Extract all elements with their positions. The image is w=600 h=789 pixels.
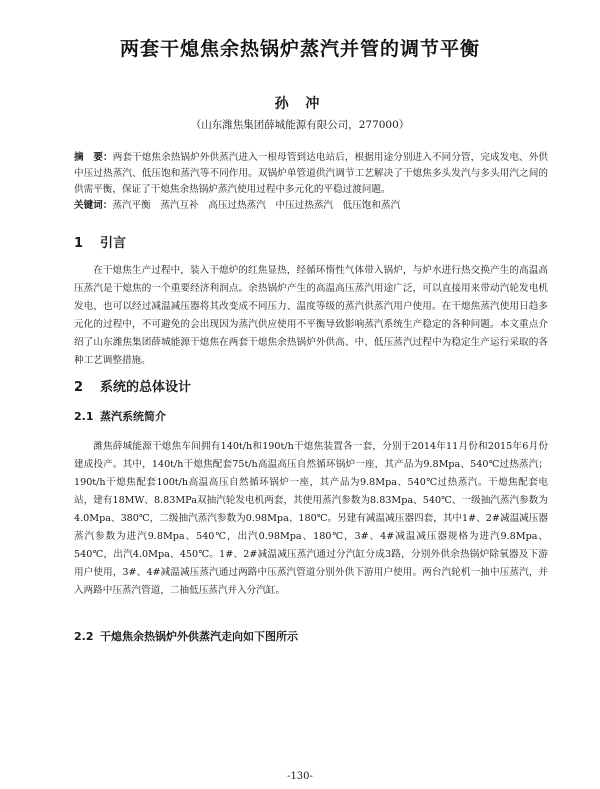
keywords (74, 198, 548, 214)
abstract (74, 150, 548, 198)
author-name: 孙 冲 (274, 96, 326, 112)
section-1-title: 引言 (100, 236, 127, 251)
section-2-1-heading (74, 408, 166, 424)
section-2-2-number: 2.2 (74, 630, 94, 643)
section-2-1-title: 蒸汽系统简介 (100, 410, 166, 423)
paper-title: 两套干熄焦余热锅炉蒸汽并管的调节平衡 (119, 38, 480, 60)
abstract-label: 摘 要： (74, 152, 113, 163)
section-2-2-heading (74, 628, 298, 644)
section-2-2-title: 干熄焦余热锅炉外供蒸汽走向如下图所示 (100, 630, 298, 643)
section-2-title: 系统的总体设计 (100, 380, 192, 395)
abstract-text: 两套干熄焦余热锅炉外供蒸汽进入一根母管到达电站后，根据用途分别进入不同分管，完成发电、外供中压过热蒸汽、低压饱和蒸汽等不同作用。双锅炉单管道供汽调节工艺解决了干熄焦多头发汽与多头用汽之间的供需平衡，保证了干熄焦余热锅炉蒸汽使用过程中多元化的平稳过渡问题。 (74, 152, 549, 195)
section-1-number: 1 (74, 236, 84, 251)
keywords-label: 关键词： (74, 200, 113, 211)
section-1-heading (74, 232, 126, 251)
author-affiliation: （山东潍焦集团薛城能源有限公司，277000） (190, 119, 410, 131)
section-2-1-paragraph: 潍焦薛城能源干熄焦车间拥有140t/h和190t/h干熄焦装置各一套，分别于2014年11月份和2015年6月份建成投产。其中，140t/h干熄焦配套75t/h高温高压自然循环锅炉一座，其产品为9.8Mpa、540℃过热蒸汽；190t/h干熄焦配套100t/h高温高压自然循环锅炉一座，其产品为9.8Mpa、540℃过热蒸汽。干熄焦配套电站，建有18MW、8.83MPa双抽汽轮发电机两套，其使用蒸汽参数为8.83Mpa、540℃、一级抽汽蒸汽参数为4.0Mpa、380℃，二级抽汽蒸汽参数为0.98Mpa、180℃。另建有减温减压器四套，其中1#、2#减温减压器蒸汽参数为进汽9.8Mpa、540℃，出汽0.98Mpa、180℃，3#、4#减温减压器规格为进汽9.8Mpa、540℃，出汽4.0Mpa、450℃。1#、2#减温减压蒸汽通过分汽缸分成3路，分别外供余热锅炉除氧器及下游用户使用，3#、4#减温减压蒸汽通过两路中压蒸汽管道分别外供下游用户使用。两台汽轮机一抽中压蒸汽，并入两路中压蒸汽管道，二抽低压蒸汽并入分汽缸。 (74, 441, 548, 596)
section-2-number: 2 (74, 380, 84, 395)
section-2-1-number: 2.1 (74, 410, 94, 423)
section-2-heading (74, 376, 191, 395)
keywords-text: 蒸汽平衡 蒸汽互补 高压过热蒸汽 中压过热蒸汽 低压饱和蒸汽 (112, 200, 401, 211)
page-number: -130- (287, 771, 313, 782)
section-1-paragraph: 在干熄焦生产过程中，装入干熄炉的红焦显热，经循环惰性气体带入锅炉，与炉水进行热交换产生的高温高压蒸汽是干熄焦的一个重要经济利润点。余热锅炉产生的高温高压蒸汽用途广泛，可以直接用来带动汽轮发电机发电，也可以经过减温减压器将其改变成不同压力、温度等级的蒸汽供蒸汽用户使用。在干熄焦蒸汽使用日趋多元化的过程中，不可避免的会出现因为蒸汽供应使用不平衡导致影响蒸汽系统生产稳定的各种问题。本文重点介绍了山东潍焦集团薛城能源干熄焦在两套干熄焦余热锅炉外供高、中、低压蒸汽过程中为稳定生产运行采取的各种工艺调整措施。 (74, 265, 548, 366)
